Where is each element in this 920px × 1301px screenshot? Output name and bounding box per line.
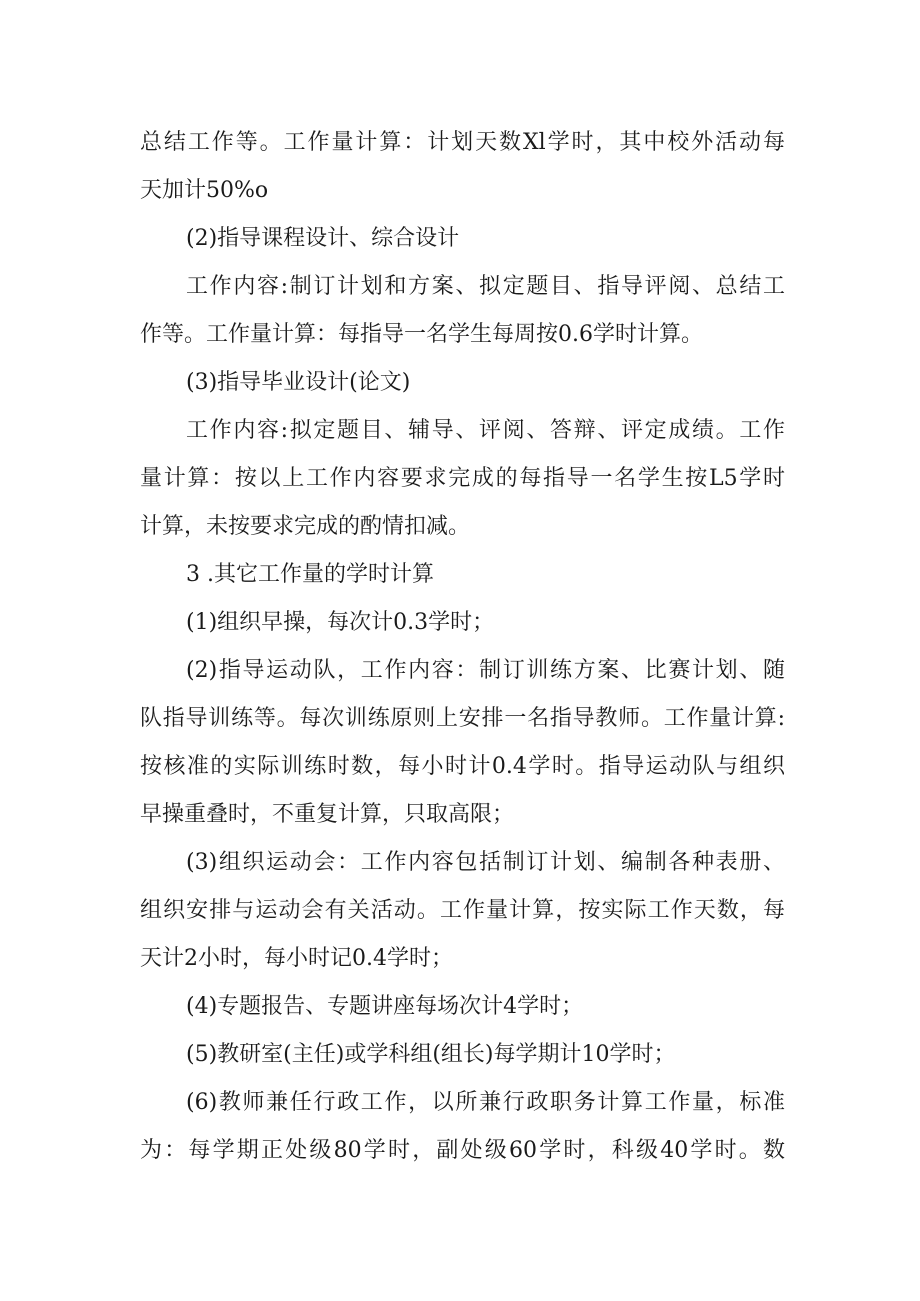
text-line-11: (1)组织早操，每次计0.3学时；	[186, 610, 495, 635]
text-line-19: (4)专题报告、专题讲座每场次计4学时；	[186, 994, 584, 1019]
text-line-16: (3)组织运动会：工作内容包括制订计划、编制各种表册、	[186, 850, 785, 875]
text-line-12: (2)指导运动队，工作内容：制订训练方案、比赛计划、随	[186, 658, 785, 683]
text-line-2: 天加计50%o	[140, 178, 269, 203]
section-heading-3: (3)指导毕业设计(论文)	[186, 370, 411, 395]
text-line-20: (5)教研室(主任)或学科组(组长)每学期计10学时；	[186, 1042, 676, 1067]
text-line-14: 按核准的实际训练时数，每小时计0.4学时。指导运动队与组织	[140, 754, 785, 779]
text-line-5: 作等。工作量计算：每指导一名学生每周按0.6学时计算。	[140, 322, 703, 347]
text-line-8: 量计算：按以上工作内容要求完成的每指导一名学生按L5学时	[140, 466, 785, 491]
section-heading-2: (2)指导课程设计、综合设计	[186, 226, 460, 251]
document-body	[140, 119, 785, 1175]
text-line-13: 队指导训练等。每次训练原则上安排一名指导教师。工作量计算:	[140, 706, 785, 731]
text-line-15: 早操重叠时，不重复计算，只取高限；	[140, 802, 515, 827]
text-line-1: 总结工作等。工作量计算：计划天数Xl学时，其中校外活动每	[140, 130, 785, 155]
text-line-7: 工作内容:拟定题目、辅导、评阅、答辩、评定成绩。工作	[186, 418, 785, 443]
section-heading-other: 3 .其它工作量的学时计算	[186, 562, 434, 587]
text-line-4: 工作内容:制订计划和方案、拟定题目、指导评阅、总结工	[186, 274, 785, 299]
text-line-17: 组织安排与运动会有关活动。工作量计算，按实际工作天数，每	[140, 898, 785, 923]
text-line-21: (6)教师兼任行政工作，以所兼行政职务计算工作量，标准	[186, 1090, 785, 1115]
text-line-22: 为：每学期正处级80学时，副处级60学时，科级40学时。数	[140, 1138, 785, 1163]
text-line-9: 计算，未按要求完成的酌情扣减。	[140, 514, 471, 539]
text-line-18: 天计2小时，每小时记0.4学时；	[140, 946, 453, 971]
